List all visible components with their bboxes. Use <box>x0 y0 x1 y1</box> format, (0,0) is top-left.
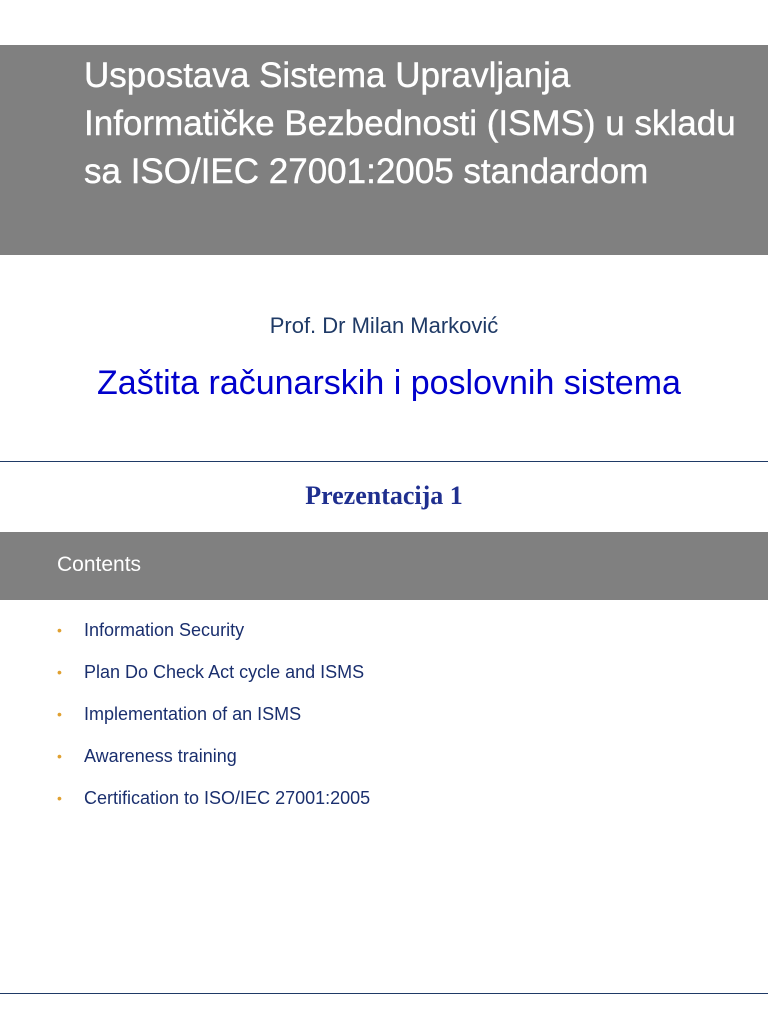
document-title: Uspostava Sistema Upravljanja Informatičke Bezbednosti (ISMS) u skladu sa ISO/IEC 27001:2005 standardom <box>84 56 736 191</box>
bottom-divider <box>0 993 768 994</box>
bullet-icon: • <box>57 706 62 722</box>
contents-item-label: Certification to ISO/IEC 27001:2005 <box>84 788 371 808</box>
top-divider <box>0 461 768 462</box>
author-name: Prof. Dr Milan Marković <box>269 313 499 338</box>
contents-item-label: Implementation of an ISMS <box>84 704 302 724</box>
presentation-label: Prezentacija 1 <box>305 481 463 510</box>
bullet-icon: • <box>57 790 62 806</box>
course-title: Zaštita računarskih i poslovnih sistema <box>97 364 681 402</box>
bullet-icon: • <box>57 622 62 638</box>
bullet-icon: • <box>57 748 62 764</box>
contents-heading: Contents <box>57 553 142 576</box>
bullet-icon: • <box>57 664 62 680</box>
contents-item-label: Plan Do Check Act cycle and ISMS <box>84 662 365 682</box>
contents-item-label: Awareness training <box>84 746 237 766</box>
contents-item-label: Information Security <box>84 620 245 640</box>
